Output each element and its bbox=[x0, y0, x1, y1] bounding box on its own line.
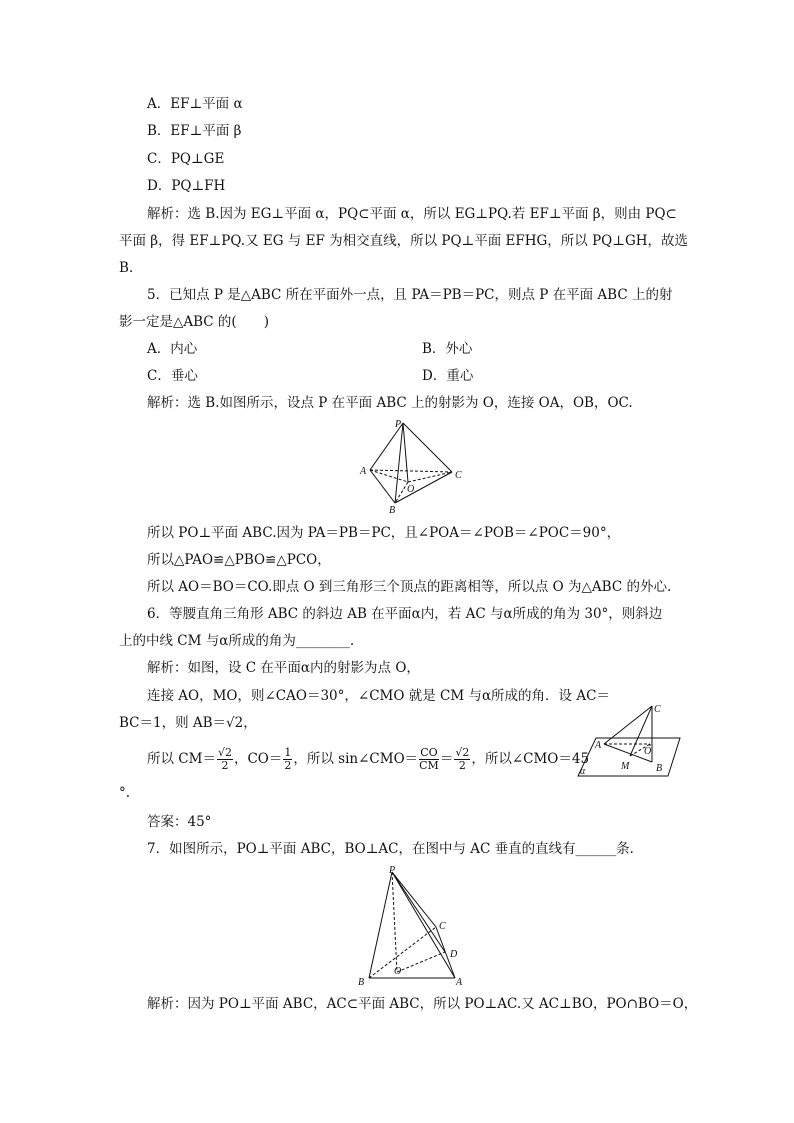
q6-calc-tail: °. bbox=[119, 785, 131, 801]
q4-option-b: B．EF⊥平面 β bbox=[147, 123, 242, 139]
q6-fraction-cm bbox=[217, 747, 233, 772]
q5-label-c: C bbox=[455, 470, 462, 481]
q5-solution-line-1: 所以 PO⊥平面 ABC.因为 PA＝PB＝PC，且∠POA＝∠POB＝∠POC＝90°， bbox=[147, 525, 621, 541]
q6-fraction-ratio bbox=[419, 747, 439, 772]
q6-solution-line-2: 连接 AO，MO，则∠CAO＝30°，∠CMO 就是 CM 与α所成的角．设 AC＝ bbox=[147, 688, 610, 704]
q6-value-denominator: 2 bbox=[458, 759, 466, 772]
q6-ratio-denominator: CM bbox=[419, 759, 439, 772]
q6-ratio-numerator: CO bbox=[420, 746, 438, 759]
q6-cm-denominator: 2 bbox=[221, 759, 229, 772]
q4-option-c: C．PQ⊥GE bbox=[147, 151, 225, 167]
q6-label-a: A bbox=[595, 740, 602, 751]
q6-value-numerator: √2 bbox=[455, 746, 470, 759]
q6-solution-line-3: BC＝1，则 AB＝√2， bbox=[119, 715, 257, 731]
q5-solution-line-3: 所以 AO＝BO＝CO.即点 O 到三角形三个顶点的距离相等，所以点 O 为△ABC 的外心. bbox=[147, 579, 672, 595]
q6-label-b: B bbox=[656, 763, 663, 774]
q6-plane-figure bbox=[574, 700, 684, 780]
q6-calc-prefix: 所以 CM＝ bbox=[147, 751, 216, 767]
q5-label-a: A bbox=[360, 466, 367, 477]
q5-option-c: C．垂心 bbox=[147, 368, 198, 384]
q6-cm-numerator: √2 bbox=[217, 746, 232, 759]
q6-calculation-line bbox=[147, 746, 589, 772]
q5-label-b: B bbox=[389, 505, 396, 516]
q5-solution-line-2: 所以△PAO≌△PBO≌△PCO， bbox=[147, 552, 331, 568]
q6-solution-line-1: 解析：如图，设 C 在平面α内的射影为点 O， bbox=[147, 660, 420, 676]
q7-label-c: C bbox=[439, 921, 446, 932]
q6-calc-eq: ＝ bbox=[439, 751, 454, 767]
q6-label-m: M bbox=[621, 761, 630, 772]
q6-fraction-co bbox=[283, 747, 292, 772]
q5-option-b: B．外心 bbox=[422, 341, 473, 357]
q6-label-o: O bbox=[644, 746, 652, 757]
q7-pyramid-figure bbox=[352, 864, 468, 990]
q5-stem-line-1: 5．已知点 P 是△ABC 所在平面外一点，且 PA＝PB＝PC，则点 P 在平面 ABC 上的射 bbox=[147, 287, 673, 303]
q7-label-p: P bbox=[389, 865, 396, 876]
q7-label-a: A bbox=[456, 977, 463, 988]
q7-label-o: O bbox=[394, 966, 402, 977]
q6-label-c: C bbox=[654, 704, 661, 715]
q5-solution-intro: 解析：选 B.如图所示，设点 P 在平面 ABC 上的射影为 O，连接 OA，OB，OC. bbox=[147, 395, 633, 411]
q5-option-d: D．重心 bbox=[422, 368, 474, 384]
q6-stem-line-1: 6．等腰直角三角形 ABC 的斜边 AB 在平面α内，若 AC 与α所成的角为 30°，则斜边 bbox=[147, 606, 663, 622]
q7-label-b: B bbox=[358, 977, 365, 988]
q6-calc-mid: ，CO＝ bbox=[233, 751, 283, 767]
q6-calc-mid2: ，所以 sin∠CMO＝ bbox=[293, 751, 419, 767]
q4-solution-line-3: B. bbox=[119, 260, 134, 276]
q5-label-p: P bbox=[395, 419, 402, 430]
q7-label-d: D bbox=[450, 949, 458, 960]
q4-solution-line-1: 解析：选 B.因为 EG⊥平面 α，PQ⊂平面 α，所以 EG⊥PQ.若 EF⊥平面 β，则由 PQ⊂ bbox=[147, 206, 677, 222]
q5-stem-line-2: 影一定是△ABC 的( ) bbox=[119, 314, 269, 330]
q6-calc-suffix: ，所以∠CMO＝45 bbox=[471, 751, 590, 767]
q6-stem-line-2: 上的中线 CM 与α所成的角为________. bbox=[119, 633, 355, 649]
q5-option-a: A．内心 bbox=[147, 341, 198, 357]
q7-solution: 解析：因为 PO⊥平面 ABC，AC⊂平面 ABC，所以 PO⊥AC.又 AC⊥BO，PO∩BO＝O， bbox=[147, 996, 698, 1012]
q5-tetrahedron-figure bbox=[355, 416, 470, 516]
q6-answer: 答案：45° bbox=[147, 814, 212, 830]
q5-label-o: O bbox=[407, 484, 415, 495]
q4-solution-line-2: 平面 β，得 EF⊥PQ.又 EG 与 EF 为相交直线，所以 PQ⊥平面 EFHG，所以 PQ⊥GH，故选 bbox=[119, 233, 689, 249]
q6-co-numerator: 1 bbox=[284, 746, 292, 759]
q7-stem: 7．如图所示，PO⊥平面 ABC，BO⊥AC，在图中与 AC 垂直的直线有______条． bbox=[147, 841, 644, 857]
q6-fraction-value bbox=[454, 747, 470, 772]
q6-co-denominator: 2 bbox=[284, 759, 292, 772]
q4-option-a: A．EF⊥平面 α bbox=[147, 96, 243, 112]
q4-option-d: D．PQ⊥FH bbox=[147, 178, 226, 194]
q6-label-alpha: α bbox=[580, 766, 586, 777]
